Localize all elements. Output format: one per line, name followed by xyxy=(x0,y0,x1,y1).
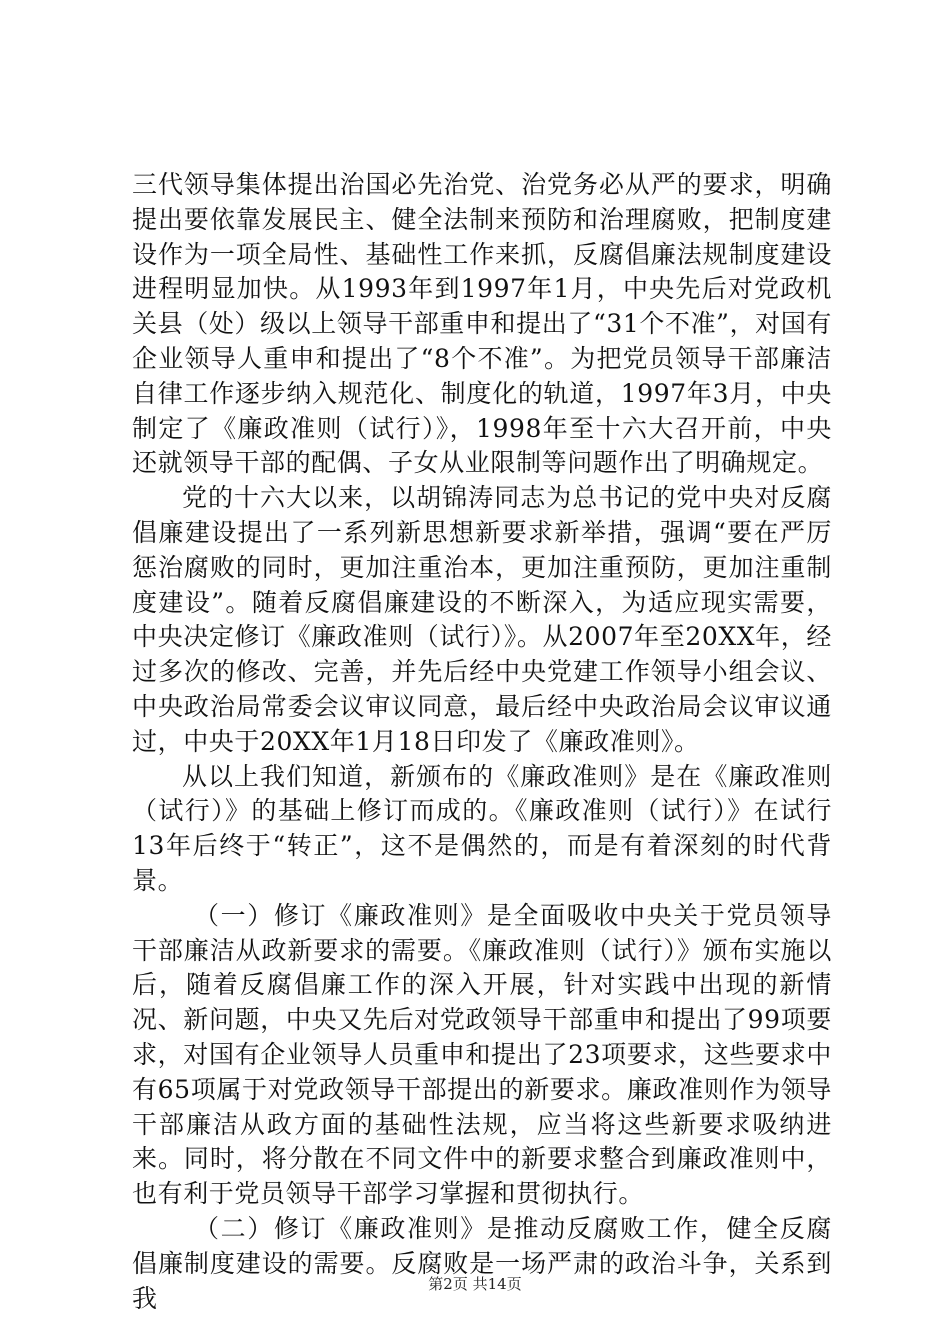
paragraph-since-16th-congress: 党的十六大以来，以胡锦涛同志为总书记的党中央对反腐倡廉建设提出了一系列新思想新要求新举措，强调“要在严厉惩治腐败的同时，更加注重治本，更加注重预防，更加注重制度建设”。随着反腐倡廉建设的不断深入，为适应现实需要，中央决定修订《廉政准则（试行）》。从2007年至20XX年，经过多次的修改、完善，并先后经中央党建工作领导小组会议、中央政治局常委会议审议同意，最后经中央政治局会议审议通过，中央于20XX年1月18日印发了《廉政准则》。 xyxy=(132,483,832,756)
paragraph-section-two: （二）修订《廉政准则》是推动反腐败工作，健全反腐倡廉制度建设的需要。反腐败是一场严肃的政治斗争，关系到我 xyxy=(132,1213,832,1313)
paragraph-background: 从以上我们知道，新颁布的《廉政准则》是在《廉政准则（试行）》的基础上修订而成的。《廉政准则（试行）》在试行13年后终于“转正”，这不是偶然的，而是有着深刻的时代背景。 xyxy=(132,761,832,895)
page-number: 第2页 共14页 xyxy=(428,1275,522,1293)
paragraph-continuation: 三代领导集体提出治国必先治党、治党务必从严的要求，明确提出要依靠发展民主、健全法制来预防和治理腐败，把制度建设作为一项全局性、基础性工作来抓，反腐倡廉法规制度建设进程明显加快。从1993年到1997年1月，中央先后对党政机关县（处）级以上领导干部重申和提出了“31个不准”，对国有企业领导人重申和提出了“8个不准”。为把党员领导干部廉洁自律工作逐步纳入规范化、制度化的轨道，1997年3月，中央制定了《廉政准则（试行）》，1998年至十六大召开前，中央还就领导干部的配偶、子女从业限制等问题作出了明确规定。 xyxy=(132,170,832,478)
page-footer xyxy=(0,1273,950,1294)
paragraph-section-one: （一）修订《廉政准则》是全面吸收中央关于党员领导干部廉洁从政新要求的需要。《廉政准则（试行）》颁布实施以后，随着反腐倡廉工作的深入开展，针对实践中出现的新情况、新问题，中央又先后对党政领导干部重申和提出了99项要求，对国有企业领导人员重申和提出了23项要求，这些要求中有65项属于对党政领导干部提出的新要求。廉政准则作为领导干部廉洁从政方面的基础性法规，应当将这些新要求吸纳进来。同时，将分散在不同文件中的新要求整合到廉政准则中，也有利于党员领导干部学习掌握和贯彻执行。 xyxy=(132,900,832,1209)
document-body xyxy=(132,168,832,1316)
